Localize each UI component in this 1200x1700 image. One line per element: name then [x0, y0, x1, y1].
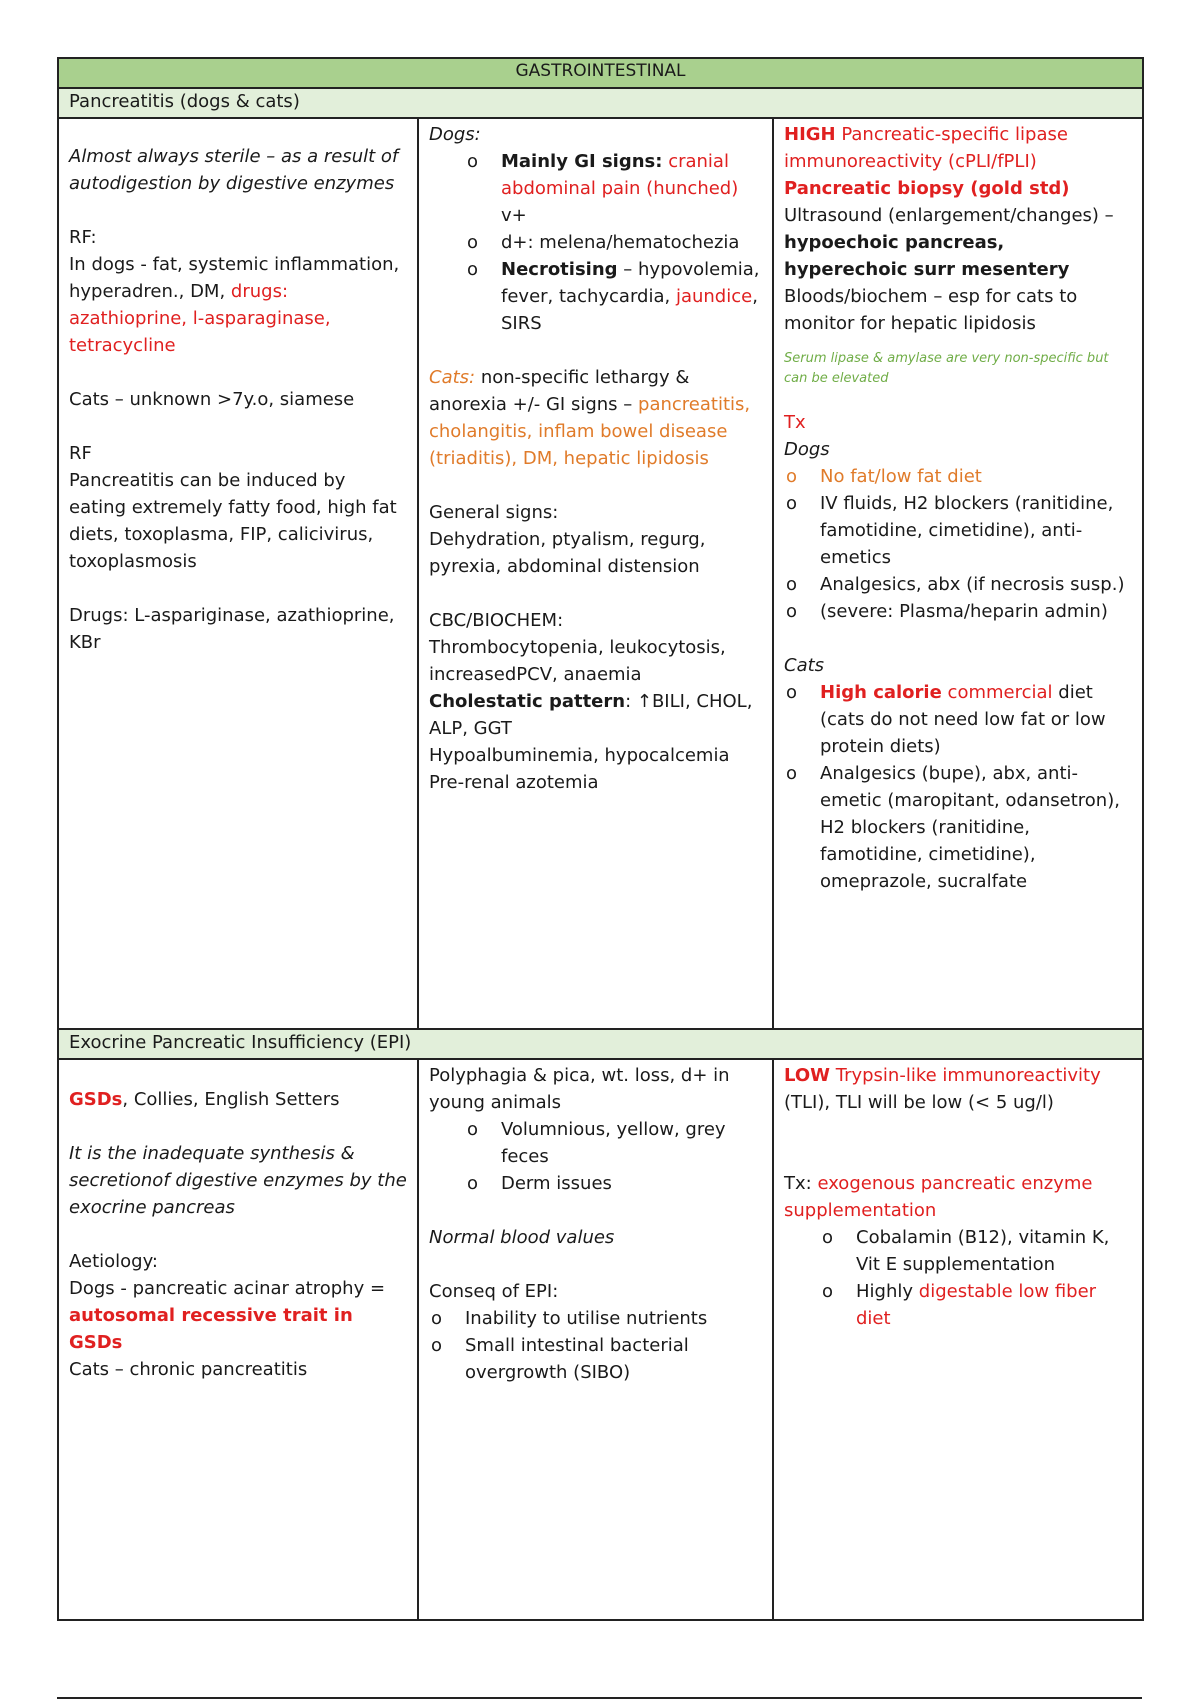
biopsy: Pancreatic biopsy (gold std) — [784, 178, 1070, 199]
epi-definition: It is the inadequate synthesis & secretionof digestive enzymes by the exocrine pancreas — [69, 1143, 407, 1218]
epi-tx-list — [784, 1224, 1132, 1332]
tx-dogs-label: Dogs — [784, 439, 830, 460]
serum-note: Serum lipase & amylase are very non-specific but can be elevated — [784, 351, 1109, 386]
cholestatic-pattern: Cholestatic pattern: ↑BILI, CHOL, ALP, GGT — [429, 691, 753, 739]
list-item: o (severe: Plasma/heparin admin) — [784, 598, 1132, 625]
aetiology-cats: Cats – chronic pancreatitis — [69, 1359, 308, 1380]
section-header-epi: Exocrine Pancreatic Insufficiency (EPI) — [58, 1029, 1143, 1059]
conseq-list — [429, 1305, 762, 1386]
epi-signs-list — [429, 1116, 762, 1197]
list-item: o Mainly GI signs: cranial abdominal pain (hunched) v+ — [429, 148, 762, 229]
general-label: General signs: — [429, 502, 559, 523]
rf2-label: RF — [69, 443, 92, 464]
list-item: o Derm issues — [429, 1170, 762, 1197]
aetiology-trait: autosomal recessive trait in GSDs — [69, 1305, 353, 1353]
rf-dogs: In dogs - fat, systemic inflammation, hyperadren., DM, drugs: azathioprine, l-asparaginase, tetracycline — [69, 254, 400, 356]
aetiology-dogs: Dogs - pancreatic acinar atrophy = — [69, 1278, 386, 1299]
bloods: Bloods/biochem – esp for cats to monitor for hepatic lipidosis — [784, 286, 1078, 334]
dogs-signs-list — [429, 148, 762, 337]
list-item: o Necrotising – hypovolemia, fever, tachycardia, jaundice, SIRS — [429, 256, 762, 337]
list-item: o Analgesics (bupe), abx, anti-emetic (maropitant, odansetron), H2 blockers (ranitidine, famotidine, cimetidine), omeprazole, sucralfate — [784, 760, 1132, 895]
pancreatitis-diagnosis-cell — [773, 118, 1143, 1029]
high-cpli: HIGH Pancreatic-specific lipase immunoreactivity (cPLI/fPLI) — [784, 124, 1068, 172]
rf-label: RF: — [69, 227, 97, 248]
cats-risk: Cats – unknown >7y.o, siamese — [69, 389, 355, 410]
ultrasound: Ultrasound (enlargement/changes) – hypoechoic pancreas, hyperechoic surr mesentery — [784, 205, 1114, 280]
list-item: o Volumnious, yellow, grey feces — [429, 1116, 762, 1170]
section-header-pancreatitis: Pancreatitis (dogs & cats) — [58, 88, 1143, 118]
cbc-label: CBC/BIOCHEM: — [429, 610, 564, 631]
tx-label: Tx — [784, 412, 806, 433]
epi-tx: Tx: exogenous pancreatic enzyme supplementation — [784, 1173, 1093, 1221]
epi-breeds: GSDs, Collies, English Setters — [69, 1089, 340, 1110]
page-title: GASTROINTESTINAL — [58, 58, 1143, 88]
epi-overview-cell — [58, 1059, 418, 1620]
conseq-label: Conseq of EPI: — [429, 1281, 559, 1302]
epi-diagnosis-cell — [773, 1059, 1143, 1620]
aetiology-label: Aetiology: — [69, 1251, 158, 1272]
gi-notes-table — [57, 57, 1144, 1621]
list-item: o Small intestinal bacterial overgrowth (SIBO) — [429, 1332, 762, 1386]
list-item: o High calorie commercial diet (cats do not need low fat or low protein diets) — [784, 679, 1132, 760]
list-item: o Analgesics, abx (if necrosis susp.) — [784, 571, 1132, 598]
list-item: o IV fluids, H2 blockers (ranitidine, famotidine, cimetidine), anti-emetics — [784, 490, 1132, 571]
prerenal-text: Pre-renal azotemia — [429, 772, 599, 793]
pancreatitis-signs-cell — [418, 118, 773, 1029]
bottom-rule — [57, 1697, 1142, 1699]
rf2-text: Pancreatitis can be induced by eating extremely fatty food, high fat diets, toxoplasma, FIP, calicivirus, toxoplasmosis — [69, 470, 397, 572]
cats-signs: Cats: non-specific lethargy & anorexia +/- GI signs – pancreatitis, cholangitis, inflam bowel disease (triaditis), DM, hepatic lipidosis — [429, 367, 751, 469]
normal-blood: Normal blood values — [429, 1227, 615, 1248]
low-tli: LOW Trypsin-like immunoreactivity (TLI), TLI will be low (< 5 ug/l) — [784, 1065, 1101, 1113]
tx-cats-label: Cats — [784, 655, 825, 676]
general-text: Dehydration, ptyalism, regurg, pyrexia, abdominal distension — [429, 529, 706, 577]
list-item: o Highly digestable low fiber diet — [784, 1278, 1132, 1332]
tx-dogs-list — [784, 463, 1132, 625]
pancreatitis-intro: Almost always sterile – as a result of autodigestion by digestive enzymes — [69, 146, 399, 194]
hypo-text: Hypoalbuminemia, hypocalcemia — [429, 745, 730, 766]
pancreatitis-overview-cell — [58, 118, 418, 1029]
cbc-text: Thrombocytopenia, leukocytosis, increasedPCV, anaemia — [429, 637, 726, 685]
drugs-text: Drugs: L-aspariginase, azathioprine, KBr — [69, 605, 395, 653]
epi-signs: Polyphagia & pica, wt. loss, d+ in young animals — [429, 1065, 730, 1113]
tx-cats-list — [784, 679, 1132, 895]
list-item: o Inability to utilise nutrients — [429, 1305, 762, 1332]
dogs-label: Dogs: — [429, 124, 481, 145]
list-item: o d+: melena/hematochezia — [429, 229, 762, 256]
list-item: o Cobalamin (B12), vitamin K, Vit E supplementation — [784, 1224, 1132, 1278]
list-item: o No fat/low fat diet — [784, 463, 1132, 490]
epi-signs-cell — [418, 1059, 773, 1620]
